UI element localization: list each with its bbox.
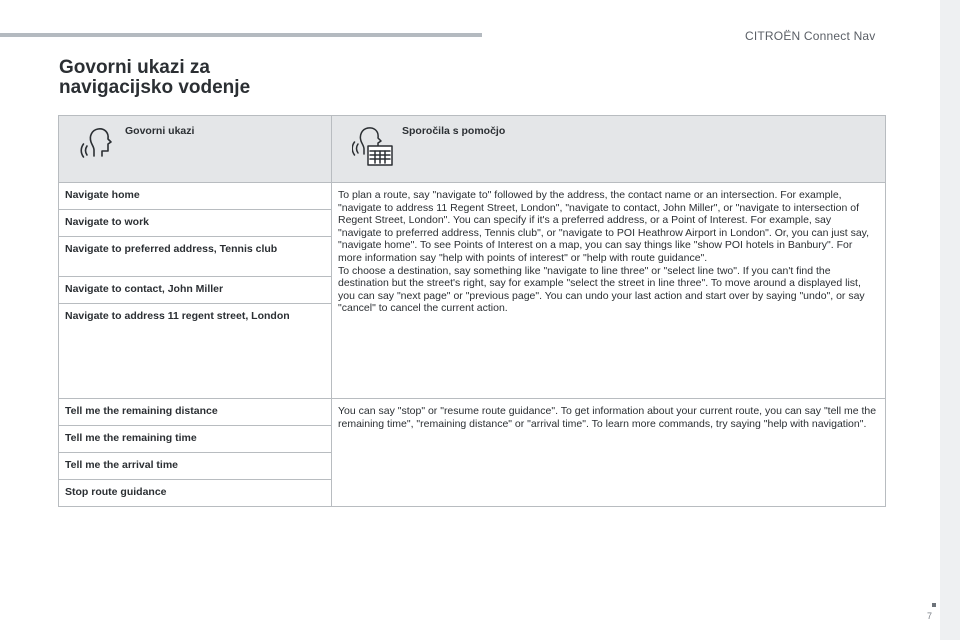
speaking-head-icon bbox=[79, 124, 119, 164]
page-edge-strip bbox=[940, 0, 960, 640]
column-header-commands bbox=[59, 116, 332, 183]
speaking-head-screen-icon bbox=[352, 124, 396, 168]
command-cell: Tell me the remaining time bbox=[59, 426, 332, 453]
column-header-commands-label: Govorni ukazi bbox=[125, 125, 195, 137]
command-cell: Navigate home bbox=[59, 183, 332, 210]
page-marker bbox=[932, 603, 936, 607]
help-paragraph: To plan a route, say "navigate to" followed by the address, the contact name or an intersection. For example, "navigate to address 11 Regent Street, London", "navigate to contact, John Miller", or "navigate to intersection of Regent Street, London". You can specify if it's a preferred address, or a Point of Interest. For example, say "navigate to preferred address, Tennis club", or "navigate to POI Heathrow Airport in London". Or, you can just say, "navigate home". To see Points of Interest on a map, you can say things like "show POI hotels in Banbury". For more information say "help with points of interest" or "help with route guidance". bbox=[338, 189, 870, 264]
column-header-help bbox=[332, 116, 886, 183]
command-cell: Navigate to preferred address, Tennis club bbox=[59, 237, 332, 277]
command-cell: Tell me the remaining distance bbox=[59, 399, 332, 426]
help-paragraph: To choose a destination, say something like "navigate to line three" or "select line two". If you can't find the destination but the street's right, say for example "select the street in line three". To move around a displayed list, you can say "next page" or "previous page". You can undo your last action and start over by saying "undo", or say "cancel" to cancel the current action. bbox=[338, 264, 865, 315]
page-number: 7 bbox=[926, 611, 932, 621]
table-header-row bbox=[59, 116, 886, 183]
column-header-help-label: Sporočila s pomočjo bbox=[402, 125, 506, 137]
command-cell: Navigate to contact, John Miller bbox=[59, 277, 332, 304]
header-bar bbox=[0, 33, 482, 37]
command-cell: Navigate to address 11 regent street, London bbox=[59, 304, 332, 399]
brand-label: CITROËN Connect Nav bbox=[745, 29, 876, 43]
table-row bbox=[59, 399, 886, 426]
table-row bbox=[59, 183, 886, 210]
page-title bbox=[59, 58, 250, 98]
help-text-cell: You can say "stop" or "resume route guidance". To get information about your current route, you can say "tell me the remaining time", "remaining distance" or "arrival time". To learn more commands, try saying "help with navigation". bbox=[332, 399, 886, 507]
command-cell: Navigate to work bbox=[59, 210, 332, 237]
page-title-line-2: navigacijsko vodenje bbox=[59, 77, 251, 98]
voice-command-table bbox=[58, 115, 886, 507]
command-cell: Tell me the arrival time bbox=[59, 453, 332, 480]
page-title-line-1: Govorni ukazi za bbox=[59, 57, 210, 78]
help-text-cell bbox=[332, 183, 886, 399]
command-cell: Stop route guidance bbox=[59, 480, 332, 507]
